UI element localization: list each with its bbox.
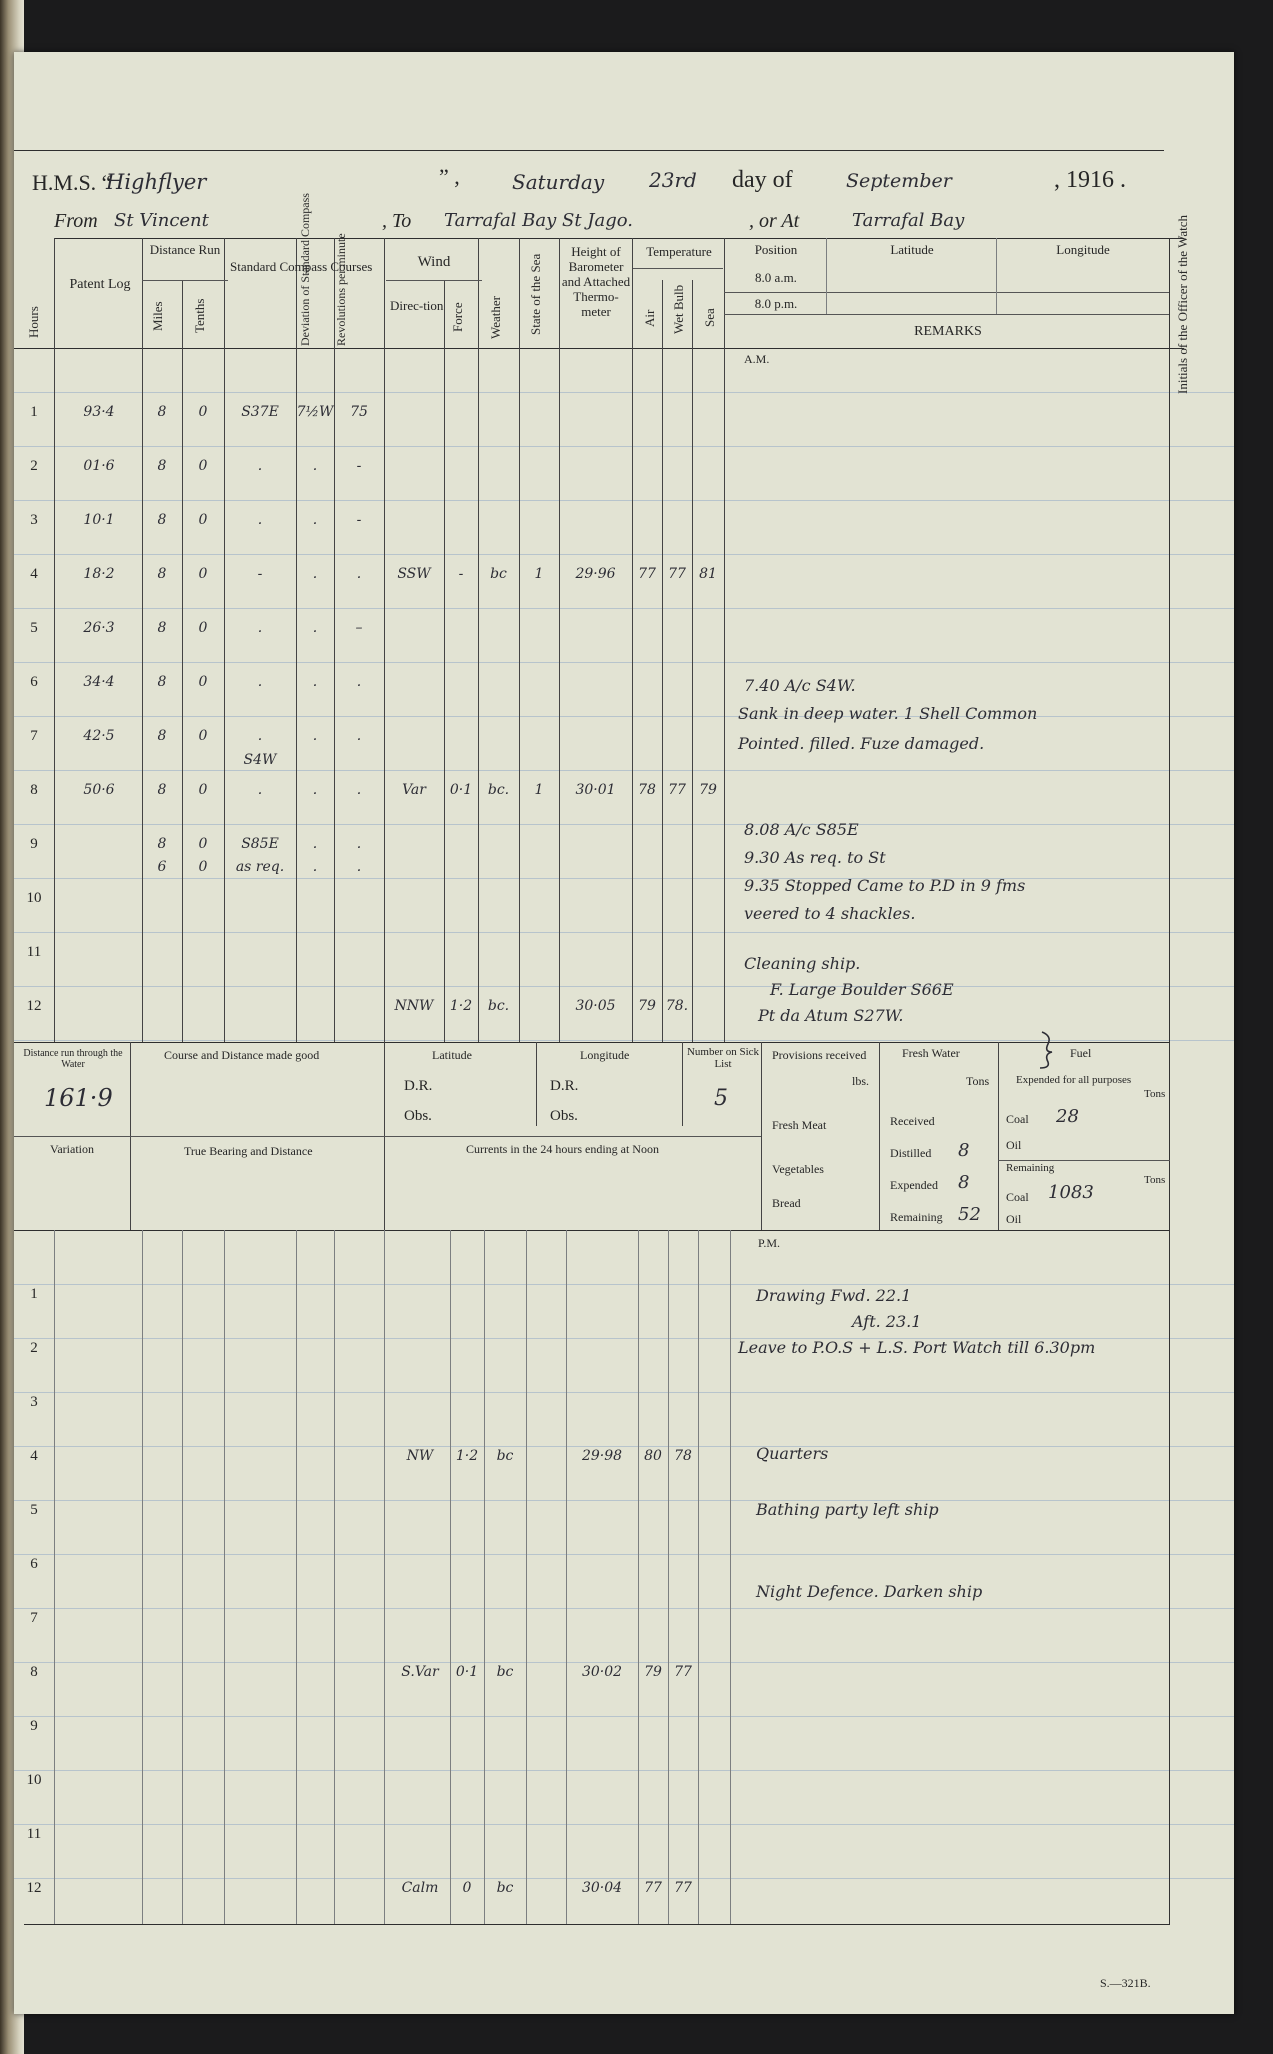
lon-obs-label: Obs. [550,1108,578,1124]
pm-hour-10: 10 [26,1772,42,1788]
lon-dr-label: D.R. [550,1078,579,1094]
am-column-line [519,238,520,1042]
am-miles: 6 [157,859,167,875]
deviation-header: Deviation of Standard Compass [298,193,312,346]
fuel-expended-label: Expended for all purposes [1016,1074,1132,1086]
barometer-header: Height of Barometer and Attached Thermo-meter [561,244,631,319]
am-remark: Pt da Atum S27W. [758,1006,904,1025]
am-column-line [444,280,445,1042]
ruled-line [14,608,1234,609]
am-remark: 7.40 A/c S4W. [744,676,856,695]
am-revs: . [356,674,362,690]
fuel-coal-expended: 28 [1056,1106,1079,1127]
am-tenths: 0 [198,566,208,582]
am-remark: veered to 4 shackles. [744,904,916,923]
pm-wind-force: 1·2 [455,1448,479,1464]
miles-header: Miles [150,301,165,331]
hours-header: Hours [26,306,41,338]
provisions-unit: lbs. [852,1074,870,1088]
pm-weather: bc [496,1448,514,1464]
pm-remark: Aft. 23.1 [852,1312,922,1331]
pm-remark: Quarters [756,1444,829,1463]
pm-wind-dir: Calm [401,1880,439,1896]
course-made-good-label: Course and Distance made good [164,1048,320,1062]
am-course: . [257,782,263,798]
pm-hour-11: 11 [26,1826,42,1842]
sea-temp-header: Sea [702,308,717,328]
am-hour-5: 5 [30,620,38,636]
am-wind-force: 0·1 [449,782,473,798]
am-revs: – [355,620,363,636]
top-rule [14,150,1164,151]
pm-weather: bc [496,1664,514,1680]
ruled-line [14,662,1234,663]
am-tenths: 0 [198,836,208,852]
am-wind-dir: Var [402,782,426,798]
ruled-line [14,1284,1234,1285]
am-tenths: 0 [198,404,208,420]
am-patent-log: 18·2 [83,566,115,582]
am-miles: 8 [157,566,167,582]
year: , 1916 . [1054,167,1126,193]
ruled-line [14,392,1234,393]
sick-list-value: 5 [714,1086,728,1111]
fresh-water-distilled-label: Distilled [890,1146,932,1160]
am-deviation: . [312,512,318,528]
noon-longitude-label: Longitude [580,1048,630,1062]
am-patent-log: 50·6 [83,782,115,798]
pm-label: P.M. [758,1236,781,1250]
am-sea-temp: 79 [699,782,717,798]
pm-remark: Bathing party left ship [756,1500,939,1519]
am-revs: 75 [350,404,368,420]
am-air: 77 [638,566,656,582]
pm-wet: 77 [674,1664,692,1680]
pm-hour-2: 2 [30,1340,38,1356]
fresh-water-remaining-label: Remaining [890,1210,943,1224]
am-deviation: . [312,728,318,744]
am-course: as req. [235,859,285,875]
variation-label: Variation [50,1142,94,1156]
fuel-title: Fuel [1070,1046,1092,1060]
fuel-oil-label: Oil [1006,1138,1022,1152]
pm-remark: Leave to P.O.S + L.S. Port Watch till 6.30pm [738,1338,1096,1357]
ruled-line [14,1500,1234,1501]
fuel-coal-label: Coal [1006,1112,1029,1126]
am-wet: 77 [668,566,686,582]
fuel-unit-1: Tons [1144,1088,1166,1100]
am-label: A.M. [744,352,770,366]
provisions-title: Provisions received [772,1048,867,1062]
ruled-line [14,1554,1234,1555]
am-sea: 1 [534,566,544,582]
currents-label: Currents in the 24 hours ending at Noon [466,1142,659,1156]
pm-column-line [526,1230,527,1924]
am-miles: 8 [157,512,167,528]
am-column-line [182,280,183,1042]
am-course: - [257,566,263,582]
am-patent-log: 34·4 [83,674,115,690]
fuel-unit-2: Tons [1144,1174,1166,1186]
am-remark: Pointed. filled. Fuze damaged. [738,734,985,753]
sea-state-header: State of the Sea [528,253,543,335]
lat-obs-label: Obs. [404,1108,432,1124]
fuel-coal-remaining-label: Coal [1006,1190,1029,1204]
remarks-header: REMARKS [914,324,982,339]
am-revs: . [356,728,362,744]
am-course-change: S4W [243,752,277,768]
am-revs: . [356,566,362,582]
am-weather: bc [490,566,507,582]
am-patent-log: 42·5 [83,728,115,744]
hms-label: H.M.S. “ [32,170,112,195]
at-value: Tarrafal Bay [852,210,965,231]
am-tenths: 0 [198,458,208,474]
provision-vegetables: Vegetables [772,1162,824,1176]
fresh-water-remaining-value: 52 [958,1204,981,1225]
pm-column-line [484,1230,485,1924]
am-deviation: . [312,674,318,690]
am-miles: 8 [157,836,167,852]
revolutions-header: Revolutions per minute [334,233,348,346]
position-header: Position [754,242,798,257]
am-time: 8.0 a.m. [755,270,797,285]
am-hour-10: 10 [26,890,42,906]
am-tenths: 0 [198,728,208,744]
ruled-line [14,1824,1234,1825]
fresh-water-title: Fresh Water [902,1046,960,1060]
am-course: . [257,620,263,636]
pm-column-line [334,1230,335,1924]
am-tenths: 0 [198,512,208,528]
am-column-line [384,238,385,1042]
am-miles: 8 [157,728,167,744]
pm-air: 77 [644,1880,662,1896]
noon-latitude-label: Latitude [432,1048,472,1062]
pm-wind-force: 0 [462,1880,472,1896]
am-patent-log: 93·4 [83,404,115,420]
fuel-remaining-label: Remaining [1006,1162,1055,1174]
direction-header: Direc-tion [390,298,444,313]
am-remark: 9.35 Stopped Came to P.D in 9 fms [744,876,1026,895]
am-hour-6: 6 [30,674,38,690]
or-at-label: , or At [749,210,800,232]
ruled-line [14,446,1234,447]
am-column-line [559,238,560,1042]
fuel-oil-label-2: Oil [1006,1212,1022,1226]
am-deviation: . [312,620,318,636]
fresh-water-distilled-value: 8 [958,1140,970,1161]
ruled-line [14,1878,1234,1879]
am-hour-11: 11 [26,944,42,960]
am-wind-force: - [458,566,464,582]
pm-column-line [668,1230,669,1924]
fresh-water-expended-label: Expended [890,1178,938,1192]
temperature-header: Temperature [646,244,712,259]
distance-water-value: 161·9 [44,1084,113,1112]
log-page [14,52,1234,2014]
latitude-header: Latitude [890,242,934,257]
am-hour-12: 12 [26,998,42,1014]
am-sea: 1 [534,782,544,798]
pm-column-line [566,1230,567,1924]
pm-wind-dir: NW [406,1448,434,1464]
am-remark: Sank in deep water. 1 Shell Common [738,704,1038,723]
am-remark: Cleaning ship. [744,954,861,973]
provision-bread: Bread [772,1196,801,1210]
force-header: Force [450,302,465,332]
ruled-line [14,1662,1234,1663]
am-deviation: 7½W [296,404,334,420]
am-hour-2: 2 [30,458,38,474]
pm-column-line [730,1230,731,1924]
longitude-header: Longitude [1056,242,1110,257]
am-revs: . [356,859,362,875]
am-wet: 77 [668,782,686,798]
pm-hour-5: 5 [30,1502,38,1518]
wet-bulb-header: Wet Bulb [671,284,686,334]
distance-run-header: Distance Run [149,242,221,257]
am-course: . [257,512,263,528]
ruled-line [14,824,1234,825]
ruled-line [14,1446,1234,1447]
pm-column-line [296,1230,297,1924]
pm-column-line [450,1230,451,1924]
wind-header: Wind [417,254,451,270]
patent-log-header: Patent Log [69,277,131,292]
am-tenths: 0 [198,620,208,636]
pm-time: 8.0 p.m. [754,296,798,311]
pm-air: 79 [644,1664,662,1680]
pm-hour-6: 6 [30,1556,38,1572]
am-column-line [296,238,297,1042]
ruled-line [14,878,1234,879]
am-revs: - [356,512,362,528]
am-air: 79 [638,998,656,1014]
am-column-line [632,238,633,1042]
ruled-line [14,1608,1234,1609]
am-miles: 8 [157,404,167,420]
from-value: St Vincent [114,210,209,231]
pm-column-line [142,1230,143,1924]
am-wind-dir: NNW [394,998,434,1014]
weekday: Saturday [512,170,605,194]
am-miles: 8 [157,458,167,474]
am-hour-8: 8 [30,782,38,798]
am-deviation: . [312,836,318,852]
am-patent-log: 10·1 [83,512,115,528]
am-column-line [724,238,725,1042]
pm-hour-8: 8 [30,1664,38,1680]
am-air: 78 [638,782,656,798]
initials-header: Initials of the Officer of the Watch [1175,215,1190,395]
brace-mark [1036,1030,1064,1070]
fresh-water-unit: Tons [966,1074,990,1088]
pm-remark: Night Defence. Darken ship [756,1582,983,1601]
pm-column-line [638,1230,639,1924]
to-value: Tarrafal Bay St Jago. [444,210,633,231]
am-miles: 8 [157,674,167,690]
am-course: . [257,674,263,690]
am-hour-4: 4 [30,566,38,582]
am-tenths: 0 [198,674,208,690]
pm-hour-4: 4 [30,1448,38,1464]
fresh-water-expended-value: 8 [958,1172,970,1193]
ruled-line [14,500,1234,501]
ruled-line [14,770,1234,771]
am-barometer: 29·96 [575,566,616,582]
am-wet: 78. [665,998,689,1014]
tenths-header: Tenths [192,298,207,334]
am-deviation: . [312,782,318,798]
pm-barometer: 29·98 [581,1448,623,1464]
am-tenths: 0 [198,859,208,875]
am-miles: 8 [157,620,167,636]
am-deviation: . [312,458,318,474]
day: 23rd [649,168,697,192]
fuel-coal-remaining: 1083 [1048,1182,1094,1203]
am-column-line [662,280,663,1042]
pm-weather: bc [496,1880,514,1896]
fresh-water-received-label: Received [890,1114,935,1128]
air-header: Air [642,309,657,327]
pm-hour-3: 3 [30,1394,38,1410]
am-deviation: . [312,566,318,582]
am-remark: 8.08 A/c S85E [744,820,859,839]
am-column-line [478,238,479,1042]
ruled-line [14,716,1234,717]
lat-dr-label: D.R. [404,1078,433,1094]
ruled-line [14,1392,1234,1393]
compass-header: Standard Compass Courses [230,259,373,274]
am-deviation: . [312,859,318,875]
pm-hour-1: 1 [30,1286,38,1302]
ruled-line [14,932,1234,933]
am-wind-force: 1·2 [449,998,473,1014]
am-hour-9: 9 [30,836,38,852]
am-column-line [334,238,335,1042]
am-tenths: 0 [198,782,208,798]
pm-wind-force: 0·1 [455,1664,479,1680]
am-sea-temp: 81 [699,566,717,582]
to-label: , To [382,210,412,232]
pm-column-line [182,1230,183,1924]
pm-wet: 77 [674,1880,692,1896]
pm-column-line [698,1230,699,1924]
quote-close: ” , [439,164,460,189]
am-barometer: 30·05 [575,998,616,1014]
am-hour-7: 7 [30,728,38,744]
am-column-line [142,238,143,1042]
pm-wind-dir: S.Var [401,1664,439,1680]
am-barometer: 30·01 [575,782,616,798]
distance-water-label: Distance run through the Water [23,1048,123,1070]
ruled-line [14,986,1234,987]
am-patent-log: 26·3 [83,620,115,636]
pm-column-line [54,1230,55,1924]
am-column-line [224,238,225,1042]
am-hour-3: 3 [30,512,38,528]
am-column-line [692,280,693,1042]
weather-header: Weather [488,296,503,340]
am-course: S85E [241,836,279,852]
am-miles: 8 [157,782,167,798]
sick-list-label: Number on Sick List [686,1046,760,1070]
pm-column-line [224,1230,225,1924]
am-remark: F. Large Boulder S66E [770,980,954,999]
pm-barometer: 30·04 [581,1880,623,1896]
pm-wet: 78 [674,1448,692,1464]
ruled-line [14,1716,1234,1717]
am-course: . [257,458,263,474]
am-patent-log: 01·6 [83,458,115,474]
provision-fresh-meat: Fresh Meat [772,1118,827,1132]
pm-air: 80 [644,1448,662,1464]
from-label: From [54,210,98,232]
am-weather: bc. [487,782,510,798]
pm-barometer: 30·02 [581,1664,623,1680]
month: September [846,170,952,192]
ship-name: Highflyer [106,170,207,194]
ruled-line [14,1770,1234,1771]
pm-hour-9: 9 [30,1718,38,1734]
pm-hour-7: 7 [30,1610,38,1626]
pm-remark: Drawing Fwd. 22.1 [756,1286,912,1305]
am-hour-1: 1 [30,404,38,420]
ruled-line [14,554,1234,555]
pm-column-line [384,1230,385,1924]
true-bearing-label: True Bearing and Distance [184,1144,313,1158]
am-course: S37E [241,404,279,420]
day-of-label: day of [732,167,793,193]
am-weather: bc. [487,998,510,1014]
pm-hour-12: 12 [26,1880,42,1896]
am-remark: 9.30 As req. to St [744,848,886,867]
form-number: S.—321B. [1100,1976,1151,1990]
am-wind-dir: SSW [397,566,431,582]
am-revs: . [356,782,362,798]
am-revs: - [356,458,362,474]
am-revs: . [356,836,362,852]
am-course: . [257,728,263,744]
